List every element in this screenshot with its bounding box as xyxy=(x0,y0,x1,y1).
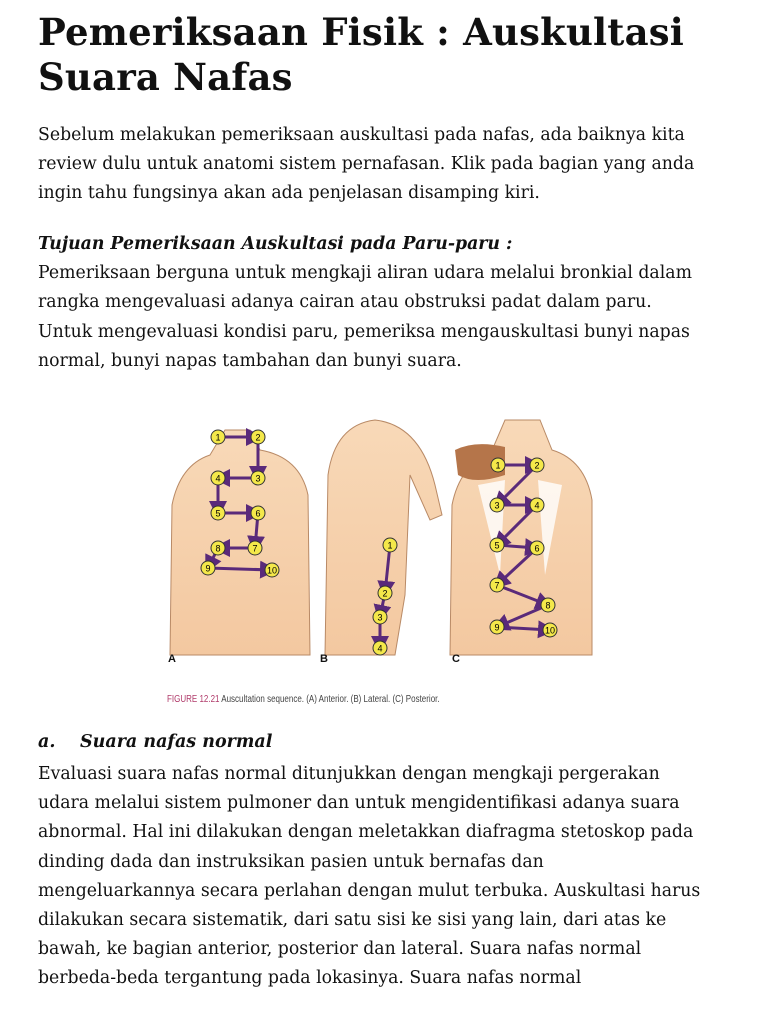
page-title xyxy=(38,10,684,100)
figure-caption xyxy=(167,694,440,705)
point-number: 9 xyxy=(494,622,500,633)
point-number: 1 xyxy=(387,540,393,551)
text-line: bawah, ke bagian anterior, posterior dan lateral. Suara nafas normal xyxy=(38,939,642,960)
text-line: ingin tahu fungsinya akan ada penjelasan disamping kiri. xyxy=(38,183,540,204)
sequence-arrow xyxy=(208,568,272,570)
point-number: 10 xyxy=(544,625,556,636)
text-line: dilakukan secara sistematik, dari satu sisi ke sisi yang lain, dari atas ke xyxy=(38,910,667,931)
point-number: 6 xyxy=(534,543,540,554)
point-number: 2 xyxy=(255,432,261,443)
point-number: 5 xyxy=(494,540,500,551)
text-line: dinding dada dan instruksikan pasien untuk bernafas dan xyxy=(38,851,544,872)
point-number: 3 xyxy=(377,612,383,623)
section-title: Suara nafas normal xyxy=(80,732,273,752)
point-number: 7 xyxy=(494,580,500,591)
point-number: 10 xyxy=(266,565,278,576)
point-number: 1 xyxy=(215,432,221,443)
purpose-section xyxy=(38,230,692,376)
auscultation-illustration xyxy=(160,395,600,695)
point-number: 6 xyxy=(255,508,261,519)
title-line: Pemeriksaan Fisik : Auskultasi xyxy=(38,10,685,54)
panel-label-c: C xyxy=(452,653,460,665)
caption-text: Auscultation sequence. (A) Anterior. (B) Lateral. (C) Posterior. xyxy=(221,694,440,705)
point-number: 5 xyxy=(215,508,221,519)
title-line: Suara Nafas xyxy=(38,55,293,99)
point-number: 7 xyxy=(252,543,258,554)
anterior-torso xyxy=(170,430,310,655)
caption-number: FIGURE 12.21 xyxy=(167,694,220,705)
text-line: abnormal. Hal ini dilakukan dengan meletakkan diafragma stetoskop pada xyxy=(38,822,694,843)
point-number: 4 xyxy=(377,643,383,654)
text-line: Evaluasi suara nafas normal ditunjukkan dengan mengkaji pergerakan xyxy=(38,764,660,784)
text-line: berbeda-beda tergantung pada lokasinya. Suara nafas normal xyxy=(38,968,582,989)
text-line: rangka mengevaluasi adanya cairan atau obstruksi padat dalam paru. xyxy=(38,292,652,313)
text-line: review dulu untuk anatomi sistem pernafasan. Klik pada bagian yang anda xyxy=(38,154,695,175)
point-number: 1 xyxy=(495,460,501,471)
panel-label-a: A xyxy=(168,653,176,665)
point-number: 3 xyxy=(494,500,500,511)
section-a-heading xyxy=(38,732,272,752)
section-label: a. xyxy=(38,732,56,752)
intro-paragraph xyxy=(38,121,694,209)
point-number: 9 xyxy=(205,563,211,574)
text-line: Sebelum melakukan pemeriksaan auskultasi pada nafas, ada baiknya kita xyxy=(38,125,685,145)
text-line: Untuk mengevaluasi kondisi paru, pemeriksa mengauskultasi bunyi napas xyxy=(38,321,690,342)
text-line: Pemeriksaan berguna untuk mengkaji aliran udara melalui bronkial dalam xyxy=(38,263,692,284)
point-number: 2 xyxy=(382,588,388,599)
panel-label-b: B xyxy=(320,653,328,665)
point-number: 8 xyxy=(545,600,551,611)
purpose-heading: Tujuan Pemeriksaan Auskultasi pada Paru-paru : xyxy=(38,234,513,254)
text-line: udara melalui sistem pulmoner dan untuk mengidentifikasi adanya suara xyxy=(38,793,680,814)
text-line: mengeluarkannya secara perlahan dengan mulut terbuka. Auskultasi harus xyxy=(38,880,701,901)
point-number: 4 xyxy=(534,500,540,511)
point-number: 8 xyxy=(215,543,221,554)
section-a-paragraph xyxy=(38,760,700,994)
auscultation-figure xyxy=(160,395,600,715)
point-number: 3 xyxy=(255,473,261,484)
text-line: normal, bunyi napas tambahan dan bunyi suara. xyxy=(38,350,462,371)
point-number: 2 xyxy=(534,460,540,471)
point-number: 4 xyxy=(215,473,221,484)
